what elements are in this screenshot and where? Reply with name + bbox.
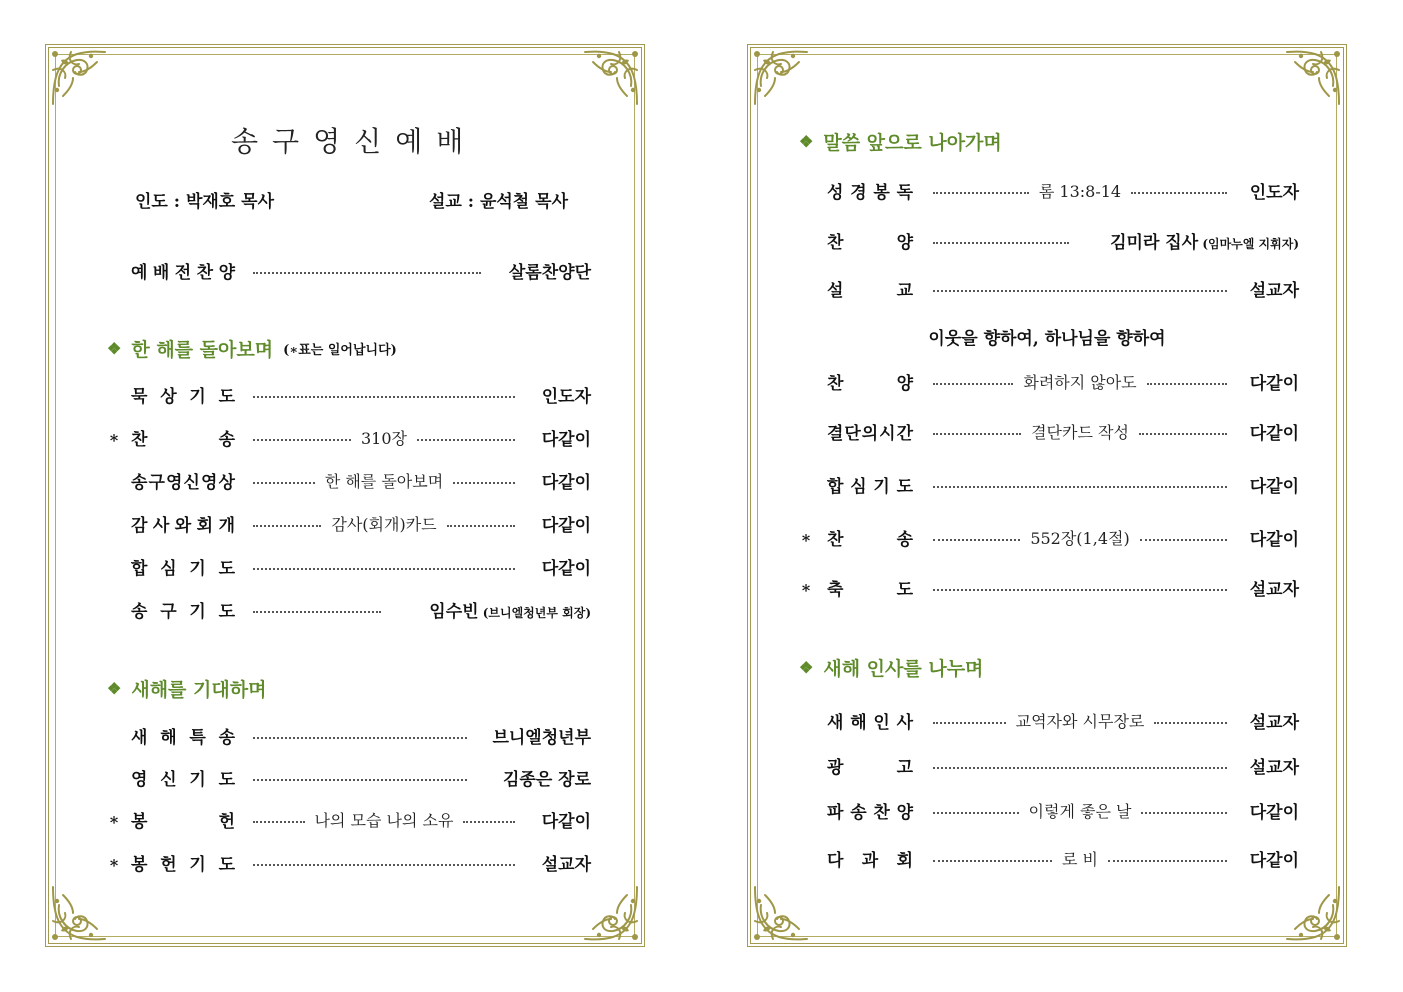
item-right: 다같이	[1249, 802, 1299, 823]
leader-dots	[253, 562, 515, 570]
section-title: 새해 인사를 나누며	[823, 658, 984, 680]
program-item-row	[107, 850, 591, 874]
item-detail: 한 해를 돌아보며	[324, 471, 444, 491]
preacher-label: 설교 : 윤석철 목사	[429, 192, 568, 212]
item-detail: 로 비	[1062, 849, 1098, 869]
item-right: 다같이	[1249, 476, 1299, 497]
item-detail: 310장	[361, 428, 407, 448]
item-right: 다같이	[541, 472, 591, 493]
item-label: 봉 헌 기 도	[131, 854, 235, 875]
leader-dots	[253, 390, 515, 398]
program-item-row	[107, 597, 591, 621]
corner-ornament-icon	[749, 46, 813, 110]
item-right: 다같이	[541, 429, 591, 450]
item-label: 새 해 특 송	[131, 727, 235, 748]
program-item-row	[107, 765, 591, 789]
item-label: 찬 송	[131, 429, 235, 450]
right-page	[747, 44, 1347, 947]
item-detail: 롬 13:8-14	[1038, 181, 1122, 201]
section-header-greeting	[799, 654, 983, 681]
leader-dots	[933, 799, 1227, 822]
item-detail: 화려하지 않아도	[1023, 372, 1137, 392]
corner-ornament-icon	[47, 46, 111, 110]
item-detail: 552장(1,4절)	[1030, 528, 1130, 548]
leader-dots	[933, 526, 1227, 549]
diamond-bullet-icon: ❖	[799, 658, 814, 677]
item-label: 봉 헌	[131, 811, 235, 832]
leader-dots	[933, 583, 1227, 591]
diamond-bullet-icon: ❖	[799, 132, 814, 151]
program-item-row	[107, 807, 591, 831]
item-right: 김미라 집사 (임마누엘 지휘자)	[1110, 232, 1299, 253]
item-right: 다같이	[1249, 529, 1299, 550]
item-label: 송 구 영 신 영 상	[131, 472, 235, 493]
item-right: 설교자	[541, 854, 591, 875]
program-item-row	[799, 846, 1299, 870]
corner-ornament-icon	[579, 46, 643, 110]
item-right: 다같이	[541, 515, 591, 536]
leader-label: 인도 : 박재호 목사	[135, 192, 274, 212]
item-right: 인도자	[541, 386, 591, 407]
leader-dots	[253, 469, 515, 492]
leader-dots	[253, 266, 481, 274]
item-label: 송 구 기 도	[131, 601, 235, 622]
item-right: 설교자	[1249, 712, 1299, 733]
item-label: 다 과 회	[827, 850, 913, 871]
program-item-row	[799, 178, 1299, 202]
item-label: 합 심 기 도	[131, 558, 235, 579]
item-label: 광 고	[827, 757, 913, 778]
item-label: 감 사 와 회 개	[131, 515, 235, 536]
program-item-row	[799, 798, 1299, 822]
leader-dots	[253, 731, 467, 739]
section-header-look-back	[107, 335, 397, 362]
program-item-row	[107, 425, 591, 449]
leader-dots	[933, 761, 1227, 769]
item-right: 다같이	[541, 558, 591, 579]
item-label: 새 해 인 사	[827, 712, 913, 733]
program-item-row	[107, 723, 591, 747]
left-page	[45, 44, 645, 947]
leader-dots	[933, 420, 1227, 443]
leader-dots	[933, 847, 1227, 870]
leader-dots	[253, 858, 515, 866]
program-item-row	[799, 708, 1299, 732]
item-right: 임수빈 (브니엘청년부 회장)	[429, 601, 591, 622]
item-right: 설교자	[1249, 280, 1299, 301]
diamond-bullet-icon: ❖	[107, 679, 122, 698]
item-label: 파 송 찬 양	[827, 802, 913, 823]
item-label: 결 단 의 시 간	[827, 423, 913, 444]
section-header-new-year	[107, 675, 266, 702]
program-item-row	[107, 511, 591, 535]
item-right: 김종은 장로	[502, 769, 591, 790]
program-item-row	[799, 419, 1299, 443]
item-right: 설교자	[1249, 757, 1299, 778]
item-label: 예 배 전 찬 양	[131, 262, 235, 283]
program-item-row	[799, 228, 1299, 252]
leader-dots	[253, 426, 515, 449]
corner-ornament-icon	[579, 881, 643, 945]
leader-dots	[253, 512, 515, 535]
item-detail: 이렇게 좋은 날	[1028, 801, 1132, 821]
diamond-bullet-icon: ❖	[107, 339, 122, 358]
section-title: 새해를 기대하며	[131, 679, 267, 701]
leader-dots	[933, 179, 1227, 202]
item-right: 살롬찬양단	[508, 262, 591, 283]
standing-mark: ∗	[108, 852, 120, 872]
program-item-row	[799, 525, 1299, 549]
program-item-row	[799, 369, 1299, 393]
leader-dots	[253, 808, 515, 831]
item-detail: 교역자와 시무장로	[1015, 711, 1145, 731]
program-item-row	[107, 258, 591, 282]
item-right: 다같이	[1249, 423, 1299, 444]
section-title: 한 해를 돌아보며	[131, 339, 274, 361]
standing-mark: ∗	[800, 527, 812, 547]
item-right: 인도자	[1249, 182, 1299, 203]
section-header-word	[799, 128, 1002, 155]
item-right: 다같이	[541, 811, 591, 832]
leader-dots	[933, 370, 1227, 393]
program-item-row	[107, 554, 591, 578]
program-item-row	[107, 382, 591, 406]
item-right: 브니엘청년부	[492, 727, 591, 748]
item-detail: 나의 모습 나의 소유	[314, 810, 454, 830]
standing-mark: ∗	[108, 427, 120, 447]
sermon-title: 이웃을 향하여, 하나님을 향하여	[928, 329, 1166, 349]
item-label: 설 교	[827, 280, 913, 301]
program-item-row	[799, 575, 1299, 599]
corner-ornament-icon	[1281, 46, 1345, 110]
standing-mark: ∗	[108, 809, 120, 829]
leader-dots	[933, 236, 1069, 244]
item-right: 다같이	[1249, 373, 1299, 394]
program-item-row	[799, 753, 1299, 777]
leader-dots	[253, 773, 467, 781]
section-note: (∗표는 일어납니다)	[283, 343, 397, 358]
item-label: 찬 양	[827, 232, 913, 253]
item-label: 축 도	[827, 579, 913, 600]
item-right: 설교자	[1249, 579, 1299, 600]
item-label: 합 심 기 도	[827, 476, 913, 497]
leader-dots	[253, 605, 381, 613]
program-item-row	[799, 276, 1299, 300]
corner-ornament-icon	[47, 881, 111, 945]
program-item-row	[799, 472, 1299, 496]
standing-mark: ∗	[800, 577, 812, 597]
item-label: 찬 송	[827, 529, 913, 550]
leader-dots	[933, 480, 1227, 488]
item-label: 묵 상 기 도	[131, 386, 235, 407]
corner-ornament-icon	[1281, 881, 1345, 945]
leader-dots	[933, 284, 1227, 292]
program-item-row	[107, 468, 591, 492]
leader-dots	[933, 709, 1227, 732]
section-title: 말씀 앞으로 나아가며	[823, 132, 1002, 154]
corner-ornament-icon	[749, 881, 813, 945]
item-right: 다같이	[1249, 850, 1299, 871]
item-detail: 결단카드 작성	[1031, 422, 1129, 442]
item-label: 영 신 기 도	[131, 769, 235, 790]
page-title: 송구영신예배	[231, 125, 478, 158]
item-label: 찬 양	[827, 373, 913, 394]
item-detail: 감사(회개)카드	[331, 514, 437, 534]
item-label: 성 경 봉 독	[827, 182, 913, 203]
